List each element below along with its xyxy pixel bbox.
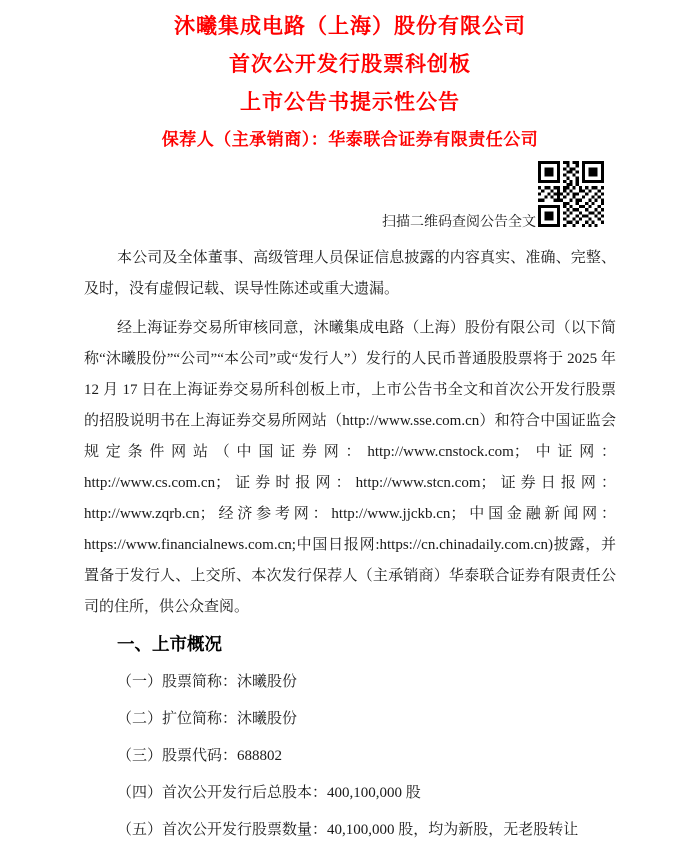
listing-announcement-paragraph: 经上海证券交易所审核同意，沐曦集成电路（上海）股份有限公司（以下简称“沐曦股份”“公司”“本公司”或“发行人”）发行的人民币普通股股票将于 2025 年 12 月 17 日在上海证券交易所科创板上市，上市公告书全文和首次公开发行股票的招股说明书在上海证券交易所网站（http://www.sse.com.cn）和符合中国证监会规定条件网站（中国证券网：http://www.cnstock.com；中证网：http://www.cs.com.cn；证券时报网：http://www.stcn.com；证券日报网：http://www.zqrb.cn；经济参考网：http://www.jjckb.cn；中国金融新闻网：https://www.financialnews.com.cn;中国日报网:https://cn.chinadaily.com.cn)披露，并置备于发行人、上交所、本次发行保荐人（主承销商）华泰联合证券有限责任公司的住所，供公众查阅。 [84,320,616,615]
qr-code-icon [538,161,604,227]
qr-caption: 扫描二维码查阅公告全文 [382,215,536,230]
section-heading-listing-overview: 一、上市概况 [117,634,222,654]
page-title-line-1: 沐曦集成电路（上海）股份有限公司 [174,15,526,38]
sponsor-line: 保荐人（主承销商）：华泰联合证券有限责任公司 [161,130,539,149]
listing-overview-list [84,667,616,846]
page-title-line-3: 上市公告书提示性公告 [240,91,460,114]
list-item-stock-short-name: （一）股票简称：沐曦股份 [117,674,298,690]
disclaimer-paragraph: 本公司及全体董事、高级管理人员保证信息披露的内容真实、准确、完整、及时，没有虚假记载、误导性陈述或重大遗漏。 [84,250,616,297]
document-body [84,243,616,846]
list-item-stock-code: （三）股票代码：688802 [117,748,283,764]
document-header [84,8,616,153]
list-item-issue-quantity: （五）首次公开发行股票数量：40,100,000 股，均为新股，无老股转让 [117,822,579,838]
page-title-line-2: 首次公开发行股票科创板 [229,53,471,76]
list-item-total-share-capital: （四）首次公开发行后总股本：400,100,000 股 [117,785,421,801]
list-item-extended-short-name: （二）扩位简称：沐曦股份 [117,711,298,727]
qr-block [84,161,604,230]
